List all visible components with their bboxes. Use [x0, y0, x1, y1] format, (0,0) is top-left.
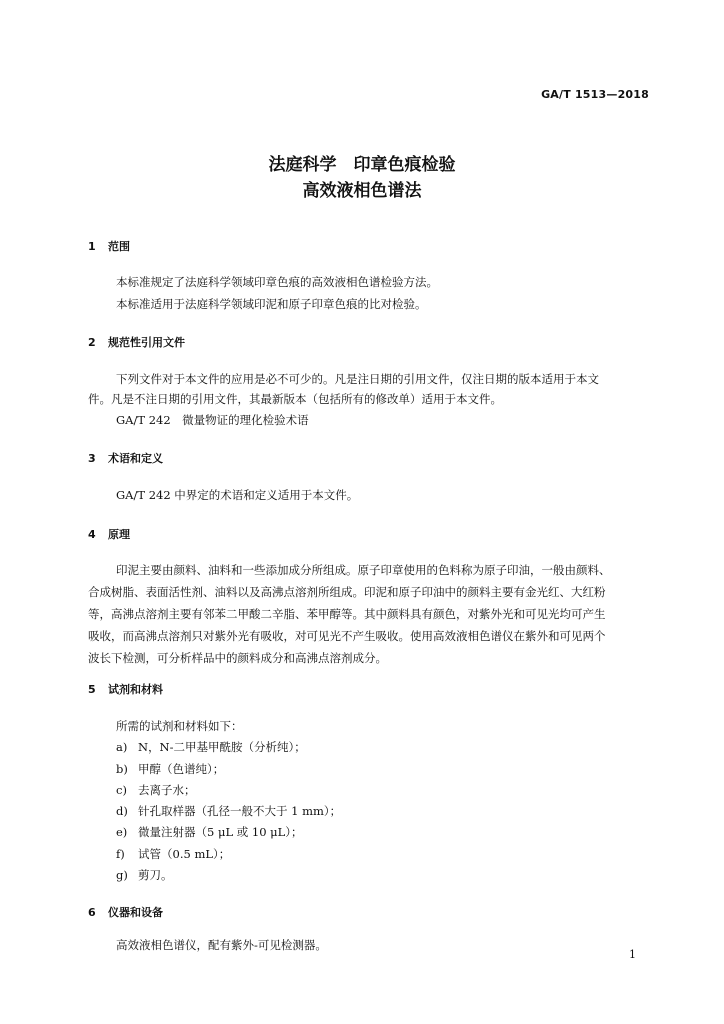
section-title: 术语和定义: [108, 452, 163, 465]
list-marker: c): [116, 783, 127, 797]
section-number: 1: [88, 240, 96, 253]
list-marker: d): [116, 804, 128, 818]
section-heading-principle: [88, 526, 130, 542]
section-number: 6: [88, 906, 96, 919]
paragraph-line: 本标准适用于法庭科学领域印泥和原子印章色痕的比对检验。: [116, 297, 427, 311]
paragraph-line: 吸收，而高沸点溶剂只对紫外光有吸收，对可见光不产生吸收。使用高效液相色谱仪在紫外和可见两个: [88, 629, 606, 643]
section-heading-normative-references: [88, 334, 185, 350]
section-heading-terms: [88, 450, 163, 466]
section-number: 5: [88, 683, 96, 696]
list-item-text: 剪刀。: [138, 868, 173, 882]
document-title: 法庭科学 印章色痕检验: [268, 155, 456, 175]
list-marker: e): [116, 825, 128, 839]
list-item: [116, 846, 230, 862]
list-marker: b): [116, 762, 128, 776]
list-marker: g): [116, 868, 128, 882]
list-intro: 所需的试剂和材料如下：: [116, 719, 243, 733]
list-item-text: 去离子水；: [138, 783, 196, 797]
list-marker: a): [116, 740, 128, 754]
paragraph-line: 印泥主要由颜料、油料和一些添加成分所组成。原子印章使用的色料称为原子印油，一般由颜料、: [116, 563, 611, 577]
section-heading-scope: [88, 238, 130, 254]
list-item-text: 微量注射器（5 μL 或 10 μL）；: [138, 825, 303, 839]
section-title: 范围: [108, 240, 130, 253]
list-item: [116, 761, 224, 777]
section-number: 2: [88, 336, 96, 349]
paragraph-line: 等，高沸点溶剂主要有邻苯二甲酸二辛脂、苯甲醇等。其中颜料具有颜色，对紫外光和可见光均可产生: [88, 607, 606, 621]
section-title: 仪器和设备: [108, 906, 163, 919]
section-number: 3: [88, 452, 96, 465]
section-heading-reagents: [88, 681, 163, 697]
reference-entry: GA/T 242 微量物证的理化检验术语: [116, 413, 309, 427]
page-number: 1: [629, 948, 636, 961]
standard-code: GA/T 1513—2018: [541, 88, 649, 101]
list-item-text: 甲醇（色谱纯）；: [138, 762, 225, 776]
paragraph-line: 件。凡是不注日期的引用文件，其最新版本（包括所有的修改单）适用于本文件。: [88, 392, 502, 406]
section-number: 4: [88, 528, 96, 541]
section-title: 原理: [108, 528, 130, 541]
list-item-text: N，N-二甲基甲酰胺（分析纯）；: [138, 740, 306, 754]
section-title: 试剂和材料: [108, 683, 163, 696]
section-title: 规范性引用文件: [108, 336, 185, 349]
list-item: [116, 867, 173, 883]
list-item: [116, 782, 196, 798]
section-heading-instruments: [88, 904, 163, 920]
paragraph-line: 下列文件对于本文件的应用是必不可少的。凡是注日期的引用文件，仅注日期的版本适用于本文: [116, 372, 599, 386]
list-item-text: 试管（0.5 mL）；: [138, 847, 231, 861]
list-item: [116, 803, 341, 819]
paragraph-line: 高效液相色谱仪，配有紫外-可见检测器。: [116, 938, 327, 952]
list-marker: f): [116, 847, 125, 861]
list-item-text: 针孔取样器（孔径一般不大于 1 mm）；: [138, 804, 342, 818]
paragraph-line: 波长下检测，可分析样品中的颜料成分和高沸点溶剂成分。: [88, 651, 387, 665]
paragraph-line: GA/T 242 中界定的术语和定义适用于本文件。: [116, 488, 359, 502]
paragraph-line: 合成树脂、表面活性剂、油料以及高沸点溶剂所组成。印泥和原子印油中的颜料主要有金光红、大红粉: [88, 585, 606, 599]
document-subtitle: 高效液相色谱法: [302, 181, 422, 201]
list-item: [116, 739, 306, 755]
paragraph-line: 本标准规定了法庭科学领域印章色痕的高效液相色谱检验方法。: [116, 275, 438, 289]
list-item: [116, 824, 303, 840]
